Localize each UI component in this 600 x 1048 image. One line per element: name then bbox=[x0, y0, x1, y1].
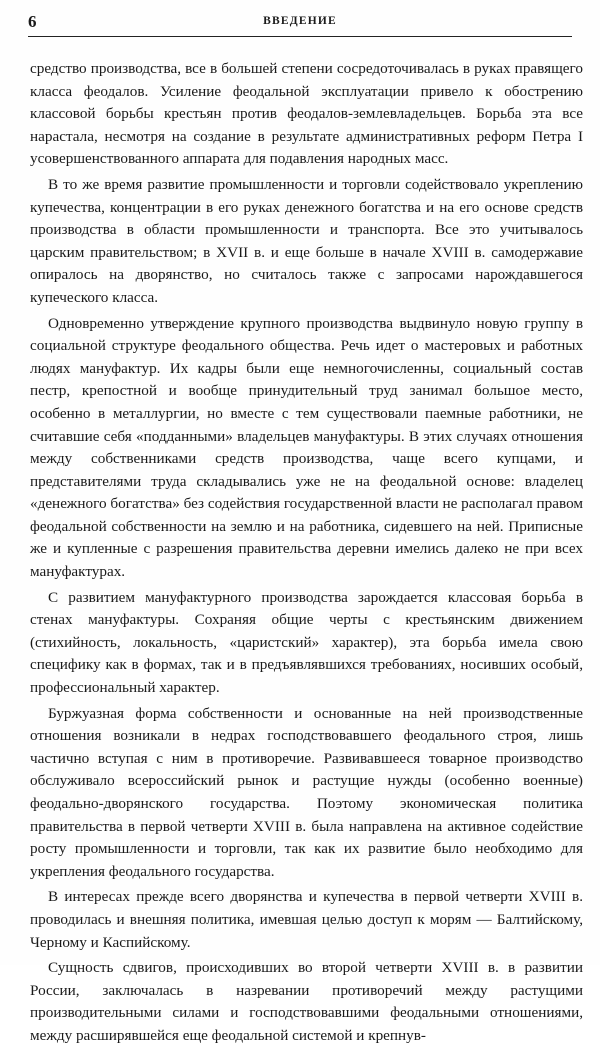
paragraph-7: Сущность сдвигов, происходивших во второй четверти XVIII в. в развитии России, заключалась в назревании противоречий между растущими производительными силами и господствовавшими феодальными отношениями, между расширявшейся еще феодальной системой и крепнув- bbox=[30, 959, 583, 1044]
paragraph-4: С развитием мануфактурного производства зарождается классовая борьба в стенах мануфактуры. Сохраняя общие черты с крестьянским движением (стихийность, локальность, «царистский» характер), эта борьба имела свою специфику как в формах, так и в предъявлявшихся требованиях, носивших особый, профессиональный характер. bbox=[30, 588, 583, 697]
page-number: 6 bbox=[28, 12, 37, 31]
page-header bbox=[28, 10, 572, 37]
paragraph-1: средство производства, все в большей степени сосредоточивалась в руках правящего класса феодалов. Усиление феодальной эксплуатации привело к обострению классовой борьбы крестьян против феодалов-землевладельцев. Борьба эта все нарастала, несмотря на создание в результате административных реформ Петра I усовершенствованного аппарата для подавления народных масс. bbox=[30, 60, 583, 168]
paragraph-5: Буржуазная форма собственности и основанные на ней производственные отношения возникали в недрах господствовавшего феодального строя, лишь частично вступая с ним в противоречие. Развивавшееся товарное производство обслуживало всероссийский рынок и растущие нужды (особенно военные) феодально-дворянского государства. Поэтому экономическая политика правительства в первой четверти XVIII в. была направлена на активное содействие росту промышленности и торговли, так как их развитие было необходимо для укрепления феодального государства. bbox=[30, 704, 583, 880]
body-text bbox=[30, 58, 583, 1048]
paragraph-3: Одновременно утверждение крупного производства выдвинуло новую группу в социальной структуре феодального общества. Речь идет о мастеровых и работных людях мануфактур. Их кадры были еще немногочисленны, социальный состав пестр, крепостной и вообще принудительный труд занимал большое место, особенно в металлургии, но вместе с тем существовали паемные работники, не считавшие себя «подданными» владельцев мануфактуры. В этих случаях отношения между собственниками средств производства, чаще всего купцами, и представителями труда складывались уже не на феодальной основе: владелец «денежного богатства» без содействия государственной власти не располагал правом феодальной собственности на землю и на работника, сидевшего на ней. Приписные же и купленные с разрешения правительства деревни имелись далеко не при всех мануфактурах. bbox=[30, 314, 583, 581]
paragraph-2: В то же время развитие промышленности и торговли содействовало укреплению купечества, концентрации в его руках денежного богатства и на его основе средств производства в области промышленности и транспорта. Все это учитывалось царским правительством; в XVII в. и еще больше в начале XVIII в. самодержавие опиралось на дворянство, но считалось также с запросами нарождавшегося купеческого класса. bbox=[30, 175, 583, 306]
running-head: ВВЕДЕНИЕ bbox=[263, 15, 337, 27]
paragraph-6: В интересах прежде всего дворянства и купечества в первой четверти XVIII в. проводилась и внешняя политика, имевшая целью доступ к морям — Балтийскому, Черному и Каспийскому. bbox=[30, 888, 583, 951]
